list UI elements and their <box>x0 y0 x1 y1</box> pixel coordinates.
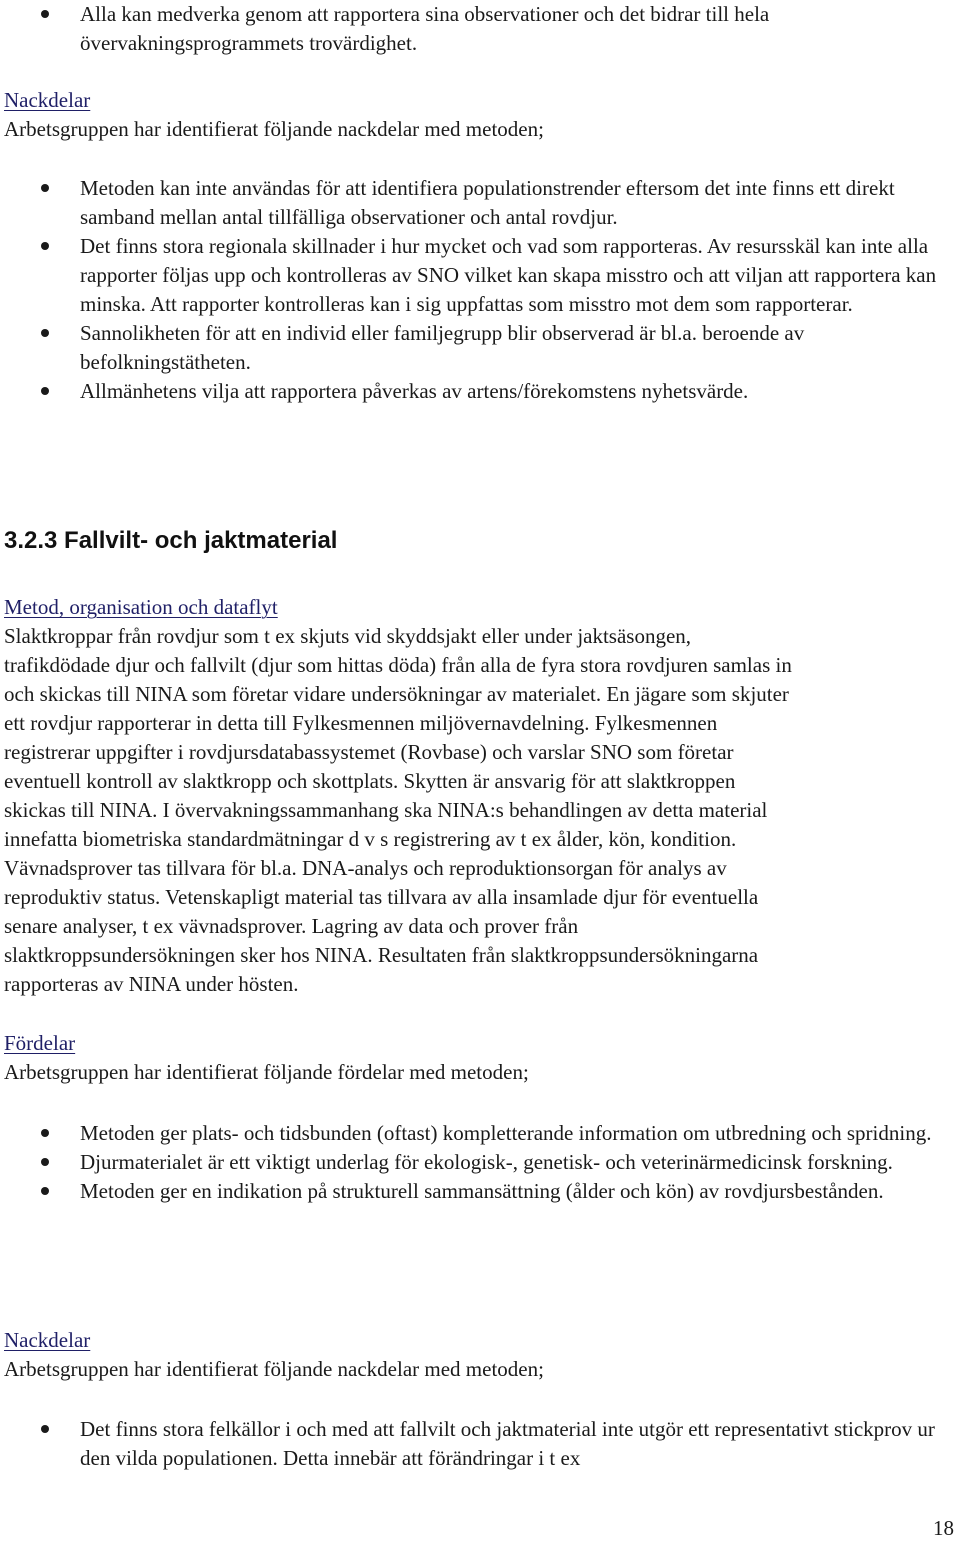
nackdelar-intro: Arbetsgruppen har identifierat följande nackdelar med metoden; <box>4 1357 544 1381</box>
paragraph-line: slaktkroppsundersökningen sker hos NINA. Resultaten från slaktkroppsundersökningarna <box>4 943 759 967</box>
paragraph-line: rapporteras av NINA under hösten. <box>4 972 299 996</box>
bullet-icon <box>41 387 49 395</box>
paragraph-line: senare analyser, t ex vävnadsprover. Lagring av data och prover från <box>4 914 579 938</box>
paragraph-line: trafikdödade djur och fallvilt (djur som hittas döda) från alla de fyra stora rovdjuren samlas in <box>4 653 792 677</box>
paragraph-line: Slaktkroppar från rovdjur som t ex skjuts vid skyddsjakt eller under jaktsäsongen, <box>4 624 692 648</box>
paragraph-line: reproduktiv status. Vetenskapligt material tas tillvara av alla insamlade djur för eventuella <box>4 885 759 909</box>
paragraph-line: Vävnadsprover tas tillvara för bl.a. DNA-analys och reproduktionsorgan för analys av <box>4 856 727 880</box>
list-item: Allmänhetens vilja att rapportera påverkas av artens/förekomstens nyhetsvärde. <box>4 377 956 406</box>
paragraph-line: innefatta biometriska standardmätningar d v s registrering av t ex ålder, kön, kondition. <box>4 827 737 851</box>
bullet-icon <box>41 1187 49 1195</box>
nackdelar-section-2 <box>4 1326 956 1384</box>
section-title: 3.2.3 Fallvilt- och jaktmaterial <box>4 527 338 554</box>
list-item: Metoden ger plats- och tidsbunden (oftast) kompletterande information om utbredning och spridning. <box>4 1119 956 1148</box>
paragraph-line: registrerar uppgifter i rovdjursdatabassystemet (Rovbase) och varslar SNO som företar <box>4 740 734 764</box>
nackdelar-heading: Nackdelar <box>4 88 91 112</box>
nackdelar-section-1 <box>4 86 956 144</box>
nackdelar-intro: Arbetsgruppen har identifierat följande nackdelar med metoden; <box>4 117 544 141</box>
bullet-icon <box>41 1425 49 1433</box>
nackdelar-heading: Nackdelar <box>4 1328 91 1352</box>
page-number: 18 <box>933 1516 954 1540</box>
fordelar-intro: Arbetsgruppen har identifierat följande fördelar med metoden; <box>4 1060 529 1084</box>
list-item: Sannolikheten för att en individ eller familjegrupp blir observerad är bl.a. beroende av befolkningstätheten. <box>4 319 956 377</box>
nackdelar-list-2 <box>4 1415 956 1473</box>
bullet-icon <box>41 329 49 337</box>
paragraph-line: skickas till NINA. I övervakningssammanhang ska NINA:s behandlingen av detta material <box>4 798 768 822</box>
list-item: Metoden ger en indikation på strukturell sammansättning (ålder och kön) av rovdjursbestånden. <box>4 1177 956 1206</box>
bullet-icon <box>41 10 49 18</box>
fordelar-heading: Fördelar <box>4 1031 76 1055</box>
top-bullet-list <box>4 0 956 58</box>
list-item: Djurmaterialet är ett viktigt underlag för ekologisk-, genetisk- och veterinärmedicinsk forskning. <box>4 1148 956 1177</box>
metod-heading: Metod, organisation och dataflyt <box>4 595 278 619</box>
bullet-icon <box>41 184 49 192</box>
bullet-icon <box>41 1129 49 1137</box>
fordelar-list <box>4 1119 956 1206</box>
metod-section <box>4 593 956 999</box>
paragraph-line: och skickas till NINA som företar vidare undersökningar av materialet. En jägare som skjuter <box>4 682 789 706</box>
bullet-icon <box>41 1158 49 1166</box>
metod-paragraph <box>4 622 956 999</box>
nackdelar-list-1 <box>4 174 956 406</box>
fordelar-section <box>4 1029 956 1087</box>
bullet-icon <box>41 242 49 250</box>
paragraph-line: eventuell kontroll av slaktkropp och skottplats. Skytten är ansvarig för att slaktkroppen <box>4 769 736 793</box>
paragraph-line: ett rovdjur rapporterar in detta till Fylkesmennen miljövernavdelning. Fylkesmennen <box>4 711 718 735</box>
list-item: Alla kan medverka genom att rapportera sina observationer och det bidrar till hela övervakningsprogrammets trovärdighet. <box>4 0 956 58</box>
list-item: Det finns stora felkällor i och med att fallvilt och jaktmaterial inte utgör ett representativt stickprov ur den vilda populationen. Detta innebär att förändringar i t ex <box>4 1415 956 1473</box>
list-item: Det finns stora regionala skillnader i hur mycket och vad som rapporteras. Av resursskäl kan inte alla rapporter följas upp och kontrolleras av SNO vilket kan skapa misstro och att viljan att rapportera kan minska. Att rapporter kontrolleras kan i sig uppfattas som misstro mot dem som rapporterar. <box>4 232 956 319</box>
list-item: Metoden kan inte användas för att identifiera populationstrender eftersom det inte finns ett direkt samband mellan antal tillfälliga observationer och antal rovdjur. <box>4 174 956 232</box>
